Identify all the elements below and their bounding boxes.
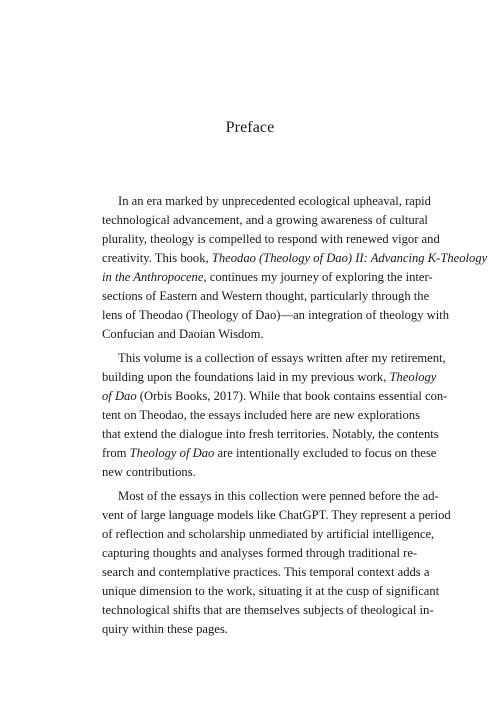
paragraph-2-line-4: tent on Theodao, the essays included here are new explorations xyxy=(102,408,421,422)
paragraph-3-line-8: quiry within these pages. xyxy=(102,622,228,636)
paragraph-3-line-6: unique dimension to the work, situating it at the cusp of significant xyxy=(102,584,440,598)
paragraph-3-line-7: technological shifts that are themselves subjects of theological in- xyxy=(102,603,434,617)
book-title-italic: of Dao xyxy=(102,389,137,403)
book-title-italic: Theology xyxy=(389,370,437,384)
paragraph-3-line-3: of reflection and scholarship unmediated by artificial intelligence, xyxy=(102,527,435,541)
paragraph-1-line-7: lens of Theodao (Theology of Dao)—an integration of theology with xyxy=(102,308,450,322)
paragraph-1-line-5: in the Anthropocene, continues my journey of exploring the inter- xyxy=(102,270,433,284)
paragraph-3-line-5: search and contemplative practices. This temporal context adds a xyxy=(102,565,430,579)
paragraph-3-line-1: Most of the essays in this collection were penned before the ad- xyxy=(118,489,439,503)
paragraph-1-line-1: In an era marked by unprecedented ecological upheaval, rapid xyxy=(118,194,431,208)
paragraph-2-line-5: that extend the dialogue into fresh territories. Notably, the contents xyxy=(102,427,439,441)
book-title-italic: Theology of Dao xyxy=(129,446,215,460)
paragraph-1-line-6: sections of Eastern and Western thought, particularly through the xyxy=(102,289,430,303)
paragraph-1-line-8: Confucian and Daoian Wisdom. xyxy=(102,327,264,341)
paragraph-1-line-2: technological advancement, and a growing awareness of cultural xyxy=(102,213,428,227)
paragraph-2-line-1: This volume is a collection of essays written after my retirement, xyxy=(118,351,446,365)
paragraph-3-line-4: capturing thoughts and analyses formed through traditional re- xyxy=(102,546,418,560)
paragraph-1-line-4: creativity. This book, Theodao (Theology of Dao) II: Advancing K-Theology xyxy=(102,251,488,265)
paragraph-2-line-6: from Theology of Dao are intentionally excluded to focus on these xyxy=(102,446,437,460)
paragraph-2-line-7: new contributions. xyxy=(102,465,196,479)
page-title: Preface xyxy=(225,119,275,136)
book-title-italic: in the Anthropocene xyxy=(102,270,204,284)
paragraph-2-line-3: of Dao (Orbis Books, 2017). While that book contains essential con- xyxy=(102,389,448,403)
paragraph-3-line-2: vent of large language models like ChatGPT. They represent a period xyxy=(102,508,451,522)
book-title-italic: Theodao (Theology of Dao) II: Advancing K-Theology xyxy=(211,251,488,265)
paragraph-2-line-2: building upon the foundations laid in my previous work, Theology xyxy=(102,370,437,384)
paragraph-1-line-3: plurality, theology is compelled to respond with renewed vigor and xyxy=(102,232,440,246)
